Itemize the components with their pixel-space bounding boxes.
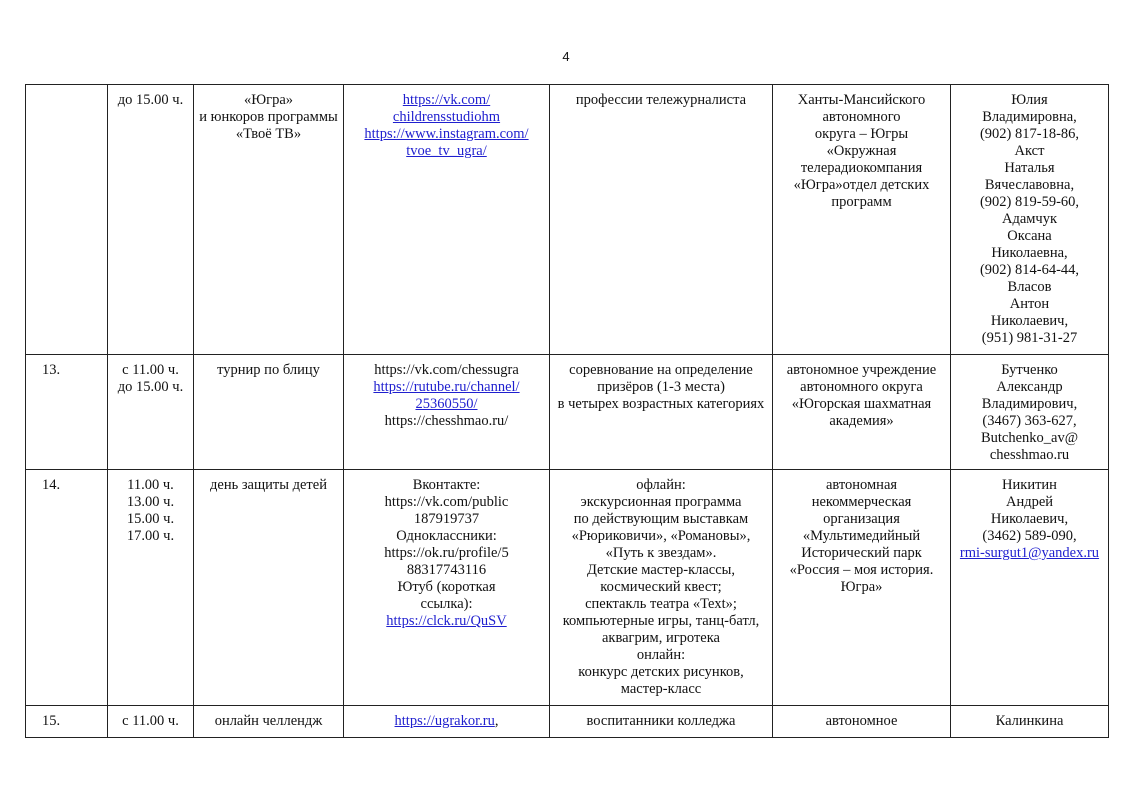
cell-line: автономное bbox=[825, 713, 898, 729]
organizer-cell bbox=[773, 85, 951, 355]
contact-cell bbox=[951, 85, 1109, 355]
cell-line: (951) 981-31-27 bbox=[981, 330, 1078, 346]
cell-line bbox=[953, 545, 1106, 562]
cell-line: спектакль театра «Text»; bbox=[585, 596, 737, 612]
cell-line bbox=[346, 713, 547, 730]
cell-line: 17.00 ч. bbox=[126, 528, 175, 544]
cell-line: «Югра»отдел детских bbox=[793, 177, 930, 193]
cell-line: 15.00 ч. bbox=[126, 511, 175, 527]
cell-line bbox=[346, 109, 547, 126]
time-cell bbox=[108, 85, 194, 355]
cell-line: экскурсионная программа bbox=[580, 494, 742, 510]
url-link[interactable]: https://www.instagram.com/ bbox=[364, 126, 529, 142]
cell-line: «Мультимедийный bbox=[802, 528, 921, 544]
cell-line: Наталья bbox=[1004, 160, 1055, 176]
cell-line: соревнование на определение bbox=[569, 362, 753, 378]
table-row bbox=[26, 706, 1109, 738]
event-name-cell bbox=[194, 85, 344, 355]
cell-line: (902) 817-18-86, bbox=[979, 126, 1080, 142]
cell-line: Андрей bbox=[1005, 494, 1054, 510]
cell-line: телерадиокомпания bbox=[800, 160, 923, 176]
cell-line: Юлия bbox=[1011, 92, 1048, 108]
number-cell bbox=[26, 470, 108, 706]
event-name-cell bbox=[194, 706, 344, 738]
cell-line: до 15.00 ч. bbox=[117, 92, 184, 108]
contact-cell bbox=[951, 355, 1109, 470]
cell-line: (3462) 589-090, bbox=[982, 528, 1077, 544]
cell-line: Акст bbox=[1014, 143, 1045, 159]
online-resource-cell bbox=[344, 85, 550, 355]
cell-line: до 15.00 ч. bbox=[117, 379, 184, 395]
cell-line: 13.00 ч. bbox=[126, 494, 175, 510]
url-link[interactable]: 25360550/ bbox=[415, 396, 478, 412]
contact-cell bbox=[951, 470, 1109, 706]
cell-line: https://vk.com/chessugra bbox=[374, 362, 519, 378]
cell-line: 187919737 bbox=[413, 511, 480, 527]
cell-line: (902) 819-59-60, bbox=[979, 194, 1080, 210]
cell-line: онлайн челлендж bbox=[214, 713, 323, 729]
cell-line: (902) 814-64-44, bbox=[979, 262, 1080, 278]
url-link[interactable]: https://rutube.ru/channel/ bbox=[373, 379, 520, 395]
cell-line: «Югра» bbox=[243, 92, 294, 108]
cell-line bbox=[346, 379, 547, 396]
url-link[interactable]: https://vk.com/ bbox=[402, 92, 491, 108]
cell-line: Детские мастер-классы, bbox=[586, 562, 736, 578]
cell-line: Никитин bbox=[1002, 477, 1057, 493]
contact-cell bbox=[951, 706, 1109, 738]
cell-line: Власов bbox=[1007, 279, 1052, 295]
number-cell bbox=[26, 85, 108, 355]
cell-line: «Рюриковичи», «Романовы», bbox=[571, 528, 751, 544]
page-number: 4 bbox=[562, 49, 570, 64]
cell-line: автономное учреждение bbox=[786, 362, 937, 378]
cell-line: (3467) 363-627, bbox=[982, 413, 1077, 429]
cell-line: с 11.00 ч. bbox=[122, 362, 179, 378]
cell-line: организация bbox=[823, 511, 900, 527]
cell-line: https://ok.ru/profile/5 bbox=[384, 545, 509, 561]
cell-line: округа – Югры bbox=[814, 126, 909, 142]
event-name-cell bbox=[194, 355, 344, 470]
cell-line: Владимировна, bbox=[982, 109, 1077, 125]
cell-line: турнир по блицу bbox=[217, 362, 320, 378]
cell-line: «Окружная bbox=[826, 143, 897, 159]
cell-line: онлайн: bbox=[636, 647, 686, 663]
time-cell bbox=[108, 706, 194, 738]
organizer-cell bbox=[773, 470, 951, 706]
cell-line: аквагрим, игротека bbox=[601, 630, 720, 646]
online-resource-cell bbox=[344, 470, 550, 706]
description-cell bbox=[550, 470, 773, 706]
email-link[interactable]: rmi-surgut1@yandex.ru bbox=[959, 545, 1100, 561]
cell-line bbox=[346, 92, 547, 109]
cell-line: «Россия – моя история. bbox=[789, 562, 934, 578]
cell-line: автономная bbox=[825, 477, 898, 493]
cell-line: Butchenko_av@ bbox=[980, 430, 1079, 446]
cell-line: Вячеславовна, bbox=[984, 177, 1075, 193]
cell-line: 13. bbox=[42, 362, 61, 378]
number-cell bbox=[26, 355, 108, 470]
cell-line: автономного округа bbox=[800, 379, 923, 395]
cell-line: Николаевич, bbox=[990, 511, 1069, 527]
cell-line: https://vk.com/public bbox=[384, 494, 509, 510]
cell-line bbox=[346, 143, 547, 160]
cell-line: день защиты детей bbox=[210, 477, 327, 493]
cell-line: призёров (1-3 места) bbox=[597, 379, 725, 395]
cell-line: Вконтакте: bbox=[412, 477, 481, 493]
number-cell bbox=[26, 706, 108, 738]
table-body bbox=[26, 85, 1109, 738]
description-cell bbox=[550, 85, 773, 355]
cell-line: Калинкина bbox=[995, 713, 1064, 729]
cell-line: Владимирович, bbox=[981, 396, 1078, 412]
cell-line: «Путь к звездам». bbox=[605, 545, 717, 561]
organizer-cell bbox=[773, 706, 951, 738]
cell-line: chesshmao.ru bbox=[989, 447, 1070, 463]
cell-line: Адамчук bbox=[1001, 211, 1058, 227]
cell-line: Ютуб (короткая bbox=[397, 579, 496, 595]
table-row bbox=[26, 355, 1109, 470]
description-cell bbox=[550, 706, 773, 738]
cell-line: 11.00 ч. bbox=[127, 477, 174, 493]
time-cell bbox=[108, 470, 194, 706]
cell-line: по действующим выставкам bbox=[573, 511, 749, 527]
url-link[interactable]: childrensstudiohm bbox=[392, 109, 501, 125]
cell-line: профессии тележурналиста bbox=[575, 92, 747, 108]
cell-line: в четырех возрастных категориях bbox=[557, 396, 765, 412]
url-link[interactable]: https://clck.ru/QuSV bbox=[386, 613, 507, 629]
cell-line: Николаевич, bbox=[990, 313, 1069, 329]
cell-line: Ханты-Мансийского bbox=[797, 92, 926, 108]
cell-line: Александр bbox=[996, 379, 1063, 395]
table-row bbox=[26, 85, 1109, 355]
cell-line: 88317743116 bbox=[406, 562, 487, 578]
description-cell bbox=[550, 355, 773, 470]
events-table bbox=[25, 84, 1109, 738]
punctuation: , bbox=[494, 713, 499, 729]
cell-line: офлайн: bbox=[636, 477, 686, 493]
cell-line bbox=[346, 126, 547, 143]
cell-line: ссылка): bbox=[420, 596, 473, 612]
cell-line: автономного bbox=[822, 109, 901, 125]
url-link[interactable]: https://ugrakor.ru bbox=[394, 713, 495, 729]
table-row bbox=[26, 470, 1109, 706]
online-resource-cell bbox=[344, 706, 550, 738]
cell-line: Одноклассники: bbox=[396, 528, 497, 544]
cell-line: 14. bbox=[42, 477, 61, 493]
event-name-cell bbox=[194, 470, 344, 706]
cell-line: воспитанники колледжа bbox=[586, 713, 736, 729]
cell-line bbox=[346, 613, 547, 630]
cell-line: мастер-класс bbox=[620, 681, 702, 697]
cell-line: Югра» bbox=[840, 579, 883, 595]
cell-line: академия» bbox=[829, 413, 894, 429]
organizer-cell bbox=[773, 355, 951, 470]
cell-line: https://chesshmao.ru/ bbox=[384, 413, 509, 429]
cell-line: Бутченко bbox=[1001, 362, 1058, 378]
cell-line: Антон bbox=[1009, 296, 1050, 312]
url-link[interactable]: tvoe_tv_ugra/ bbox=[406, 143, 487, 159]
cell-line: с 11.00 ч. bbox=[122, 713, 179, 729]
cell-line: «Твоё ТВ» bbox=[235, 126, 302, 142]
cell-line: некоммерческая bbox=[811, 494, 912, 510]
time-cell bbox=[108, 355, 194, 470]
cell-line: Николаевна, bbox=[991, 245, 1068, 261]
online-resource-cell bbox=[344, 355, 550, 470]
cell-line: «Югорская шахматная bbox=[791, 396, 932, 412]
cell-line: Исторический парк bbox=[801, 545, 922, 561]
cell-line: компьютерные игры, танц-батл, bbox=[562, 613, 760, 629]
cell-line: программ bbox=[831, 194, 892, 210]
cell-line: 15. bbox=[42, 713, 61, 729]
cell-line: и юнкоров программы bbox=[199, 109, 338, 125]
cell-line: космический квест; bbox=[600, 579, 722, 595]
cell-line: Оксана bbox=[1007, 228, 1052, 244]
cell-line bbox=[346, 396, 547, 413]
cell-line: конкурс детских рисунков, bbox=[578, 664, 744, 680]
